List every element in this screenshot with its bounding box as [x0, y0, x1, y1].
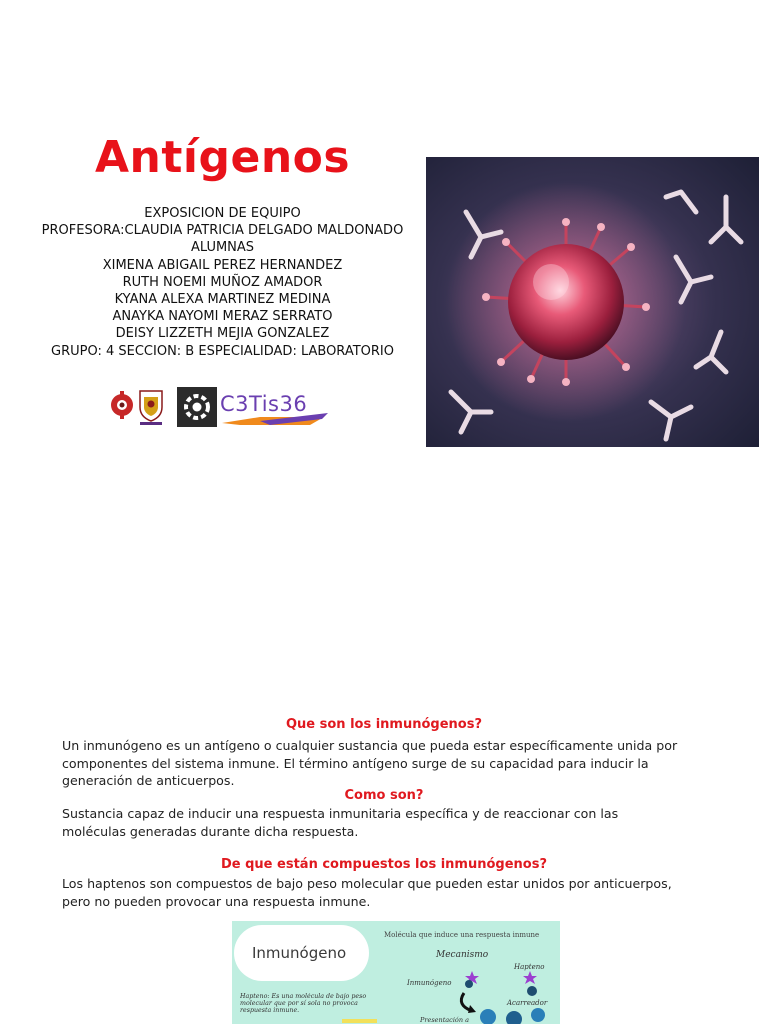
para-how-are: Sustancia capaz de inducir una respuesta inmunitaria específica y de reaccionar con las moléculas generadas durante dicha respuesta.	[62, 806, 619, 839]
diagram-presentacion: Presentación a	[420, 1016, 469, 1024]
diagram-acarreador: Acarreador	[507, 999, 548, 1007]
credit-line: GRUPO: 4 SECCION: B ESPECIALIDAD: LABORATORIO	[51, 343, 394, 359]
heading-what-are: Que son los inmunógenos?	[285, 717, 483, 732]
diagram-hapteno: Hapteno	[514, 963, 545, 971]
cell-icon	[531, 1008, 545, 1022]
molecule-icon	[465, 980, 473, 988]
cbtis-logo-icon	[177, 387, 328, 427]
diagram-subtitle: Molécula que induce una respuesta inmune	[384, 931, 540, 939]
immunogen-diagram	[232, 921, 560, 1024]
para-composition: Los haptenos son compuestos de bajo peso molecular que pueden estar unidos por anticuerpos, pero no pueden provocar una respuesta inmune.	[62, 876, 672, 909]
heading-composition: De que están compuestos los inmunógenos?	[220, 857, 547, 872]
para-what-are: Un inmunógeno es un antígeno o cualquier sustancia que pueda estar específicamente unida por componentes del sistema inmune. El término antígeno surge de su capacidad para inducir la generación de anticuerpos.	[62, 738, 678, 788]
diagram-title: Inmunógeno	[252, 944, 347, 962]
diagram-mechanism: Mecanismo	[436, 950, 489, 960]
credit-line: EXPOSICION DE EQUIPO	[144, 206, 301, 221]
cover-title: Antígenos	[95, 132, 351, 183]
school-logos	[110, 385, 340, 430]
credit-line: ALUMNAS	[190, 240, 255, 256]
credit-line: DEISY LIZZETH MEJIA GONZALEZ	[115, 326, 330, 342]
credit-line: ANAYKA NAYOMI MERAZ SERRATO	[112, 309, 333, 325]
credit-line: XIMENA ABIGAIL PEREZ HERNANDEZ	[102, 257, 343, 273]
virus-illustration	[426, 157, 759, 447]
molecule-icon	[527, 986, 537, 996]
shield-logo-icon	[140, 391, 162, 425]
gear-logo-icon	[111, 391, 133, 419]
credit-line: PROFESORA:CLAUDIA PATRICIA DELGADO MALDONADO	[41, 223, 404, 239]
credit-line: RUTH NOEMI MUÑOZ AMADOR	[122, 274, 323, 290]
credit-line: KYANA ALEXA MARTINEZ MEDINA	[114, 292, 331, 308]
diagram-inmunogeno-label: Inmunógeno	[407, 979, 452, 987]
heading-how-are: Como son?	[344, 788, 424, 803]
cbtis-logo-text: C3Tis36	[220, 392, 308, 416]
diagram-hapteno-def: Hapteno: Es una molécula de bajo peso molecular que por sí sola no provoca respuesta inmune.	[240, 993, 367, 1014]
credits-block	[30, 205, 415, 360]
